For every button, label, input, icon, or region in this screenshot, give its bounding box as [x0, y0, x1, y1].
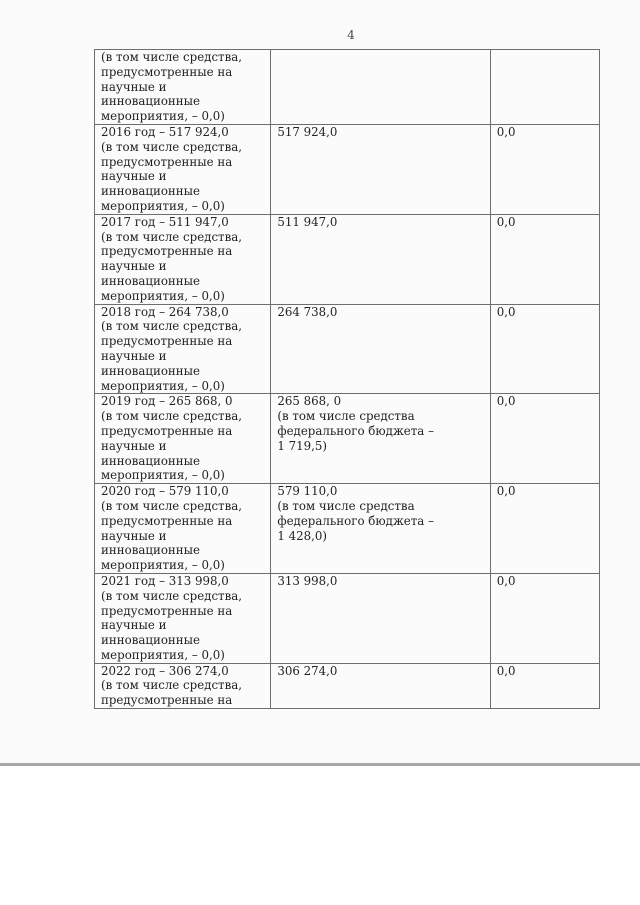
- table-row: [95, 214, 600, 304]
- cell-line: 2020 год – 579 110,0: [101, 484, 229, 499]
- cell-line: мероприятия, – 0,0): [101, 198, 225, 213]
- cell-line: мероприятия, – 0,0): [101, 109, 225, 124]
- table-row: [95, 573, 600, 663]
- table-row: [95, 304, 600, 394]
- cell-line: 265 868, 0: [277, 394, 342, 409]
- cell-line: (в том числе средства,: [101, 319, 243, 334]
- period-cell: [95, 214, 271, 304]
- cell-line: (в том числе средства,: [101, 678, 243, 693]
- cell-line: 2018 год – 264 738,0: [101, 304, 229, 319]
- cell-line: предусмотренные на: [101, 513, 233, 528]
- total-cell: [271, 125, 490, 215]
- cell-line: мероприятия, – 0,0): [101, 558, 225, 573]
- period-cell: [95, 304, 271, 394]
- cell-line: инновационные: [101, 184, 201, 199]
- cell-line: предусмотренные на: [101, 603, 233, 618]
- cell-line: 0,0: [496, 394, 516, 409]
- total-cell: [271, 50, 490, 125]
- table-row: [95, 50, 600, 125]
- table-row: [95, 484, 600, 574]
- total-cell: [271, 304, 490, 394]
- cell-line: 2017 год – 511 947,0: [101, 214, 229, 229]
- cell-line: мероприятия, – 0,0): [101, 468, 225, 483]
- cell-line: инновационные: [101, 363, 201, 378]
- cell-line: 264 738,0: [277, 304, 338, 319]
- cell-line: предусмотренные на: [101, 244, 233, 259]
- cell-line: 0,0: [496, 125, 516, 139]
- cell-line: (в том числе средства: [277, 498, 415, 513]
- cell-line: предусмотренные на: [101, 334, 233, 349]
- cell-line: (в том числе средства,: [101, 498, 243, 513]
- total-cell: [271, 573, 490, 663]
- cell-line: 313 998,0: [277, 573, 338, 588]
- cell-line: научные и: [101, 528, 167, 543]
- cell-line: 2022 год – 306 274,0: [101, 663, 229, 678]
- cell-line: научные и: [101, 259, 167, 274]
- cell-line: мероприятия, – 0,0): [101, 647, 225, 662]
- cell-line: 517 924,0: [277, 125, 338, 139]
- other-cell: [490, 214, 599, 304]
- total-cell: [271, 214, 490, 304]
- other-cell: [490, 304, 599, 394]
- cell-line: предусмотренные на: [101, 423, 233, 438]
- other-cell: [490, 394, 599, 484]
- cell-line: (в том числе средства,: [101, 409, 243, 424]
- total-cell: [271, 484, 490, 574]
- cell-line: (в том числе средства,: [101, 50, 243, 64]
- cell-line: 1 428,0): [277, 528, 327, 543]
- cell-line: (в том числе средства: [277, 409, 415, 424]
- other-cell: [490, 484, 599, 574]
- table-row: [95, 125, 600, 215]
- other-cell: [490, 573, 599, 663]
- cell-line: мероприятия, – 0,0): [101, 378, 225, 393]
- cell-line: 579 110,0: [277, 484, 338, 499]
- cell-line: научные и: [101, 618, 167, 633]
- other-cell: [490, 50, 599, 125]
- period-cell: [95, 125, 271, 215]
- cell-line: научные и: [101, 438, 167, 453]
- period-cell: [95, 394, 271, 484]
- cell-line: 306 274,0: [277, 663, 338, 678]
- total-cell: [271, 663, 490, 708]
- cell-line: предусмотренные на: [101, 64, 233, 79]
- cell-line: научные и: [101, 79, 167, 94]
- cell-line: инновационные: [101, 633, 201, 648]
- period-cell: [95, 663, 271, 708]
- cell-line: (в том числе средства,: [101, 229, 243, 244]
- cell-line: научные и: [101, 348, 167, 363]
- other-cell: [490, 663, 599, 708]
- cell-line: инновационные: [101, 273, 201, 288]
- table-row: [95, 663, 600, 708]
- cell-line: 0,0: [496, 573, 516, 588]
- cell-line: предусмотренные на: [101, 154, 233, 169]
- cell-line: 2019 год – 265 868, 0: [101, 394, 233, 409]
- cell-line: инновационные: [101, 94, 201, 109]
- cell-line: 0,0: [496, 214, 516, 229]
- cell-line: 0,0: [496, 484, 516, 499]
- cell-line: 1 719,5): [277, 438, 327, 453]
- period-cell: [95, 50, 271, 125]
- cell-line: (в том числе средства,: [101, 588, 243, 603]
- cell-line: (в том числе средства,: [101, 139, 243, 154]
- funding-table-body: [95, 50, 600, 709]
- page-number: 4: [347, 28, 355, 42]
- cell-line: 511 947,0: [277, 214, 338, 229]
- funding-table: [94, 49, 600, 709]
- blank-area: [0, 766, 640, 905]
- cell-line: мероприятия, – 0,0): [101, 288, 225, 303]
- cell-line: 2021 год – 313 998,0: [101, 573, 229, 588]
- cell-line: инновационные: [101, 453, 201, 468]
- total-cell: [271, 394, 490, 484]
- cell-line: 0,0: [496, 304, 516, 319]
- cell-line: инновационные: [101, 543, 201, 558]
- cell-line: предусмотренные на: [101, 693, 233, 708]
- cell-line: научные и: [101, 169, 167, 184]
- cell-line: 2016 год – 517 924,0: [101, 125, 229, 139]
- period-cell: [95, 484, 271, 574]
- cell-line: федерального бюджета –: [277, 513, 434, 528]
- period-cell: [95, 573, 271, 663]
- cell-line: федерального бюджета –: [277, 423, 434, 438]
- cell-line: 0,0: [496, 663, 516, 678]
- table-row: [95, 394, 600, 484]
- other-cell: [490, 125, 599, 215]
